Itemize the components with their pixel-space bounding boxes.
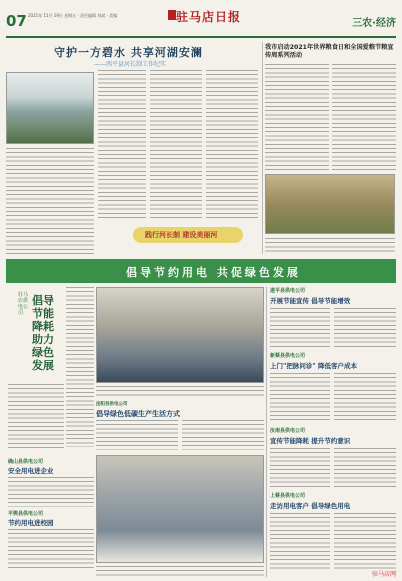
training-photo — [96, 455, 264, 563]
newspaper-logo: 驻马店日报 — [176, 10, 242, 24]
special-banner-title: 倡导节约用电 共促绿色发展 — [126, 266, 301, 279]
article-r4-company: 上蔡县供电公司 — [270, 493, 306, 499]
lead-headline: 守护一方碧水 共享河湖安澜 — [54, 46, 203, 59]
article-mid-company: 泌阳县供电公司 — [96, 402, 128, 407]
special-banner — [6, 259, 396, 283]
article-r3-body-1 — [270, 448, 330, 488]
article-mid-body-1 — [96, 420, 178, 450]
article-r2-company: 新蔡县供电公司 — [270, 353, 306, 359]
lead-body-col-3 — [206, 70, 258, 220]
article-r2-body-1 — [270, 373, 330, 423]
grain-photo-caption — [265, 238, 395, 254]
side-big-title: 倡导节能降耗 助力绿色发展 — [32, 294, 54, 372]
right-body-col-2 — [332, 64, 396, 170]
article-l2-headline: 节约用电进校园 — [8, 519, 54, 527]
watermark: 驻马店网 — [371, 571, 396, 578]
masthead — [6, 4, 396, 38]
article-r4-body-2 — [334, 513, 396, 569]
article-r4-body-1 — [270, 513, 330, 569]
article-r3-body-2 — [334, 448, 396, 488]
article-r1-headline: 开展节能宣传 倡导节能增效 — [270, 297, 351, 305]
lead-banner-text: 践行河长制 建设美丽河 — [145, 231, 218, 239]
article-l2-body — [8, 529, 94, 571]
dateline: 2021年 11月 19日 星期五 · 责任编辑 刘斌 · 美编 · — [28, 13, 118, 23]
lead-body-col-2 — [150, 70, 202, 220]
side-body-2 — [66, 287, 94, 447]
article-r2-headline: 上门"把脉问诊" 降低客户成本 — [270, 362, 358, 370]
lead-banner — [133, 227, 243, 243]
lead-subhead: ——西平县河长制工作纪实 — [94, 61, 167, 68]
article-r3-company: 汝南县供电公司 — [270, 428, 306, 434]
training-photo-caption — [96, 566, 264, 576]
article-l1-body — [8, 477, 94, 507]
article-r2-body-2 — [334, 373, 396, 423]
grain-photo — [265, 174, 395, 234]
article-l1-company: 确山县供电公司 — [8, 459, 44, 465]
right-body-col-1 — [265, 64, 329, 170]
article-r1-body-2 — [334, 308, 396, 348]
lead-story-header — [6, 40, 261, 68]
article-l1-headline: 安全用电进企业 — [8, 467, 54, 475]
article-l2-company: 平舆县供电公司 — [8, 511, 44, 517]
side-body — [8, 384, 64, 450]
article-r1-body-1 — [270, 308, 330, 348]
lake-photo — [6, 72, 94, 144]
article-r3-headline: 宣传节能降耗 提升节约意识 — [270, 437, 351, 445]
factory-photo-caption — [96, 386, 264, 396]
logo-mark-icon — [168, 10, 176, 20]
article-mid-headline: 倡导绿色低碳生产生活方式 — [96, 409, 180, 418]
section-title: 三农·经济 — [352, 18, 396, 29]
page-number: 07 — [6, 12, 27, 30]
column-divider-right — [266, 287, 267, 577]
column-divider — [262, 42, 263, 254]
article-r1-company: 遂平县供电公司 — [270, 288, 306, 294]
factory-photo — [96, 287, 264, 383]
lead-body-col-0 — [6, 148, 94, 256]
article-r4-headline: 走访用电客户 倡导绿色用电 — [270, 502, 351, 510]
lead-body-col-1 — [98, 70, 146, 220]
right-headline: 我市启动2021年世界粮食日和全国爱粮节粮宣传周系列活动 — [265, 44, 394, 59]
side-vertical-label: 驻马店供电公司 — [18, 292, 29, 316]
article-mid-body-2 — [182, 420, 264, 450]
